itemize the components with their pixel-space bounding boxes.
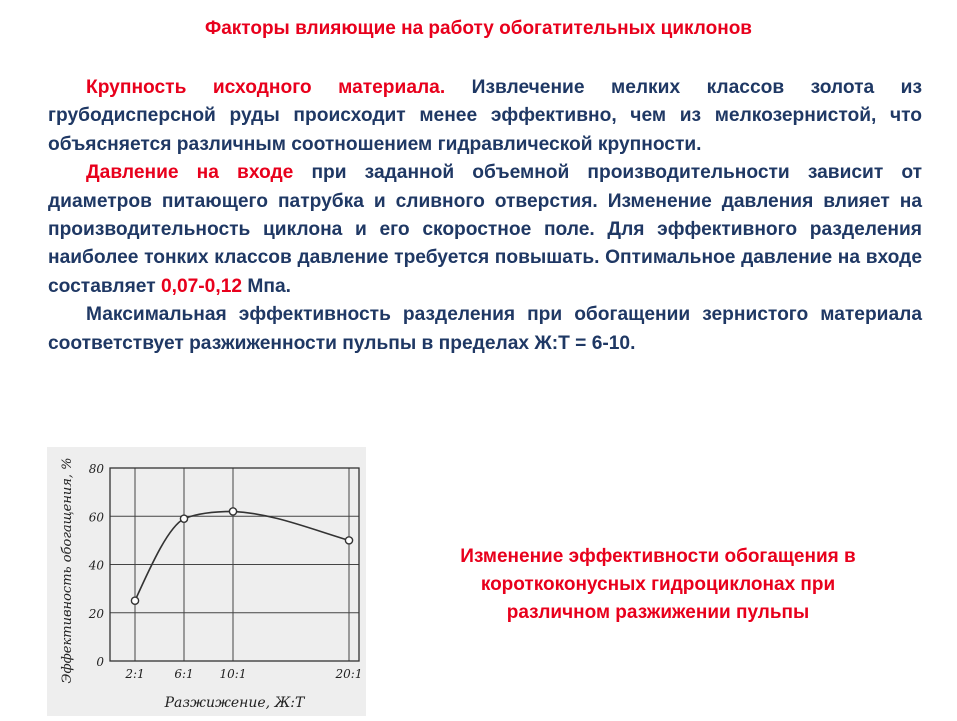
inlet-pressure-text: при заданной объемной производительности зависит от диаметров питающего патрубка и сливного отверстия. Изменение давления влияет на производительность циклона и его скоростное поле. Для эффективного разделения наиболее тонких классов давление требуется повышать. Оптимальное давление на входе составляет — [48, 162, 922, 297]
pressure-value: 0,07-0,12 — [160, 275, 243, 297]
data-point — [345, 537, 352, 544]
y-tick-label: 20 — [88, 606, 104, 621]
caption-line-2: короткоконусных гидроциклонах при — [480, 574, 836, 595]
paragraph-dilution — [48, 301, 922, 358]
x-axis-label: Разжижение, Ж:Т — [164, 695, 305, 711]
x-tick-label: 6:1 — [174, 667, 194, 681]
slide-title: Факторы влияющие на работу обогатительных циклонов — [205, 18, 752, 39]
paragraph-particle-size — [48, 74, 922, 159]
data-point — [229, 508, 236, 515]
y-tick-label: 0 — [96, 655, 104, 669]
data-point — [131, 597, 138, 604]
particle-size-text: Извлечение мелких классов золота из грубодисперсной руды происходит менее эффективно, чем из мелкозернистой, что объясняется различным соотношением гидравлической крупности. — [48, 77, 922, 155]
x-tick-label: 20:1 — [335, 667, 363, 681]
efficiency-chart — [47, 447, 366, 716]
y-tick-label: 80 — [88, 462, 104, 476]
particle-size-heading: Крупность исходного материала. — [86, 77, 446, 98]
x-tick-label: 10:1 — [219, 667, 247, 681]
data-point — [180, 515, 187, 522]
chart-caption — [388, 543, 928, 627]
caption-line-1: Изменение эффективности обогащения в — [460, 546, 856, 567]
caption-line-3: различном разжижении пульпы — [506, 602, 810, 623]
pressure-unit: Мпа. — [242, 275, 291, 297]
y-tick-label: 40 — [88, 558, 104, 573]
y-tick-label: 60 — [88, 510, 104, 525]
paragraph-inlet-pressure — [48, 159, 922, 301]
efficiency-chart-svg — [47, 447, 366, 716]
inlet-pressure-heading: Давление на входе — [86, 162, 294, 184]
x-tick-label: 2:1 — [125, 667, 145, 681]
dilution-text: Максимальная эффективность разделения при обогащении зернистого материала соответствует разжиженности пульпы в пределах Ж:Т = 6-10. — [48, 304, 922, 354]
series-line — [135, 511, 349, 600]
body-text — [48, 74, 922, 358]
y-axis-label: Эффективность обогащения, % — [60, 457, 75, 684]
